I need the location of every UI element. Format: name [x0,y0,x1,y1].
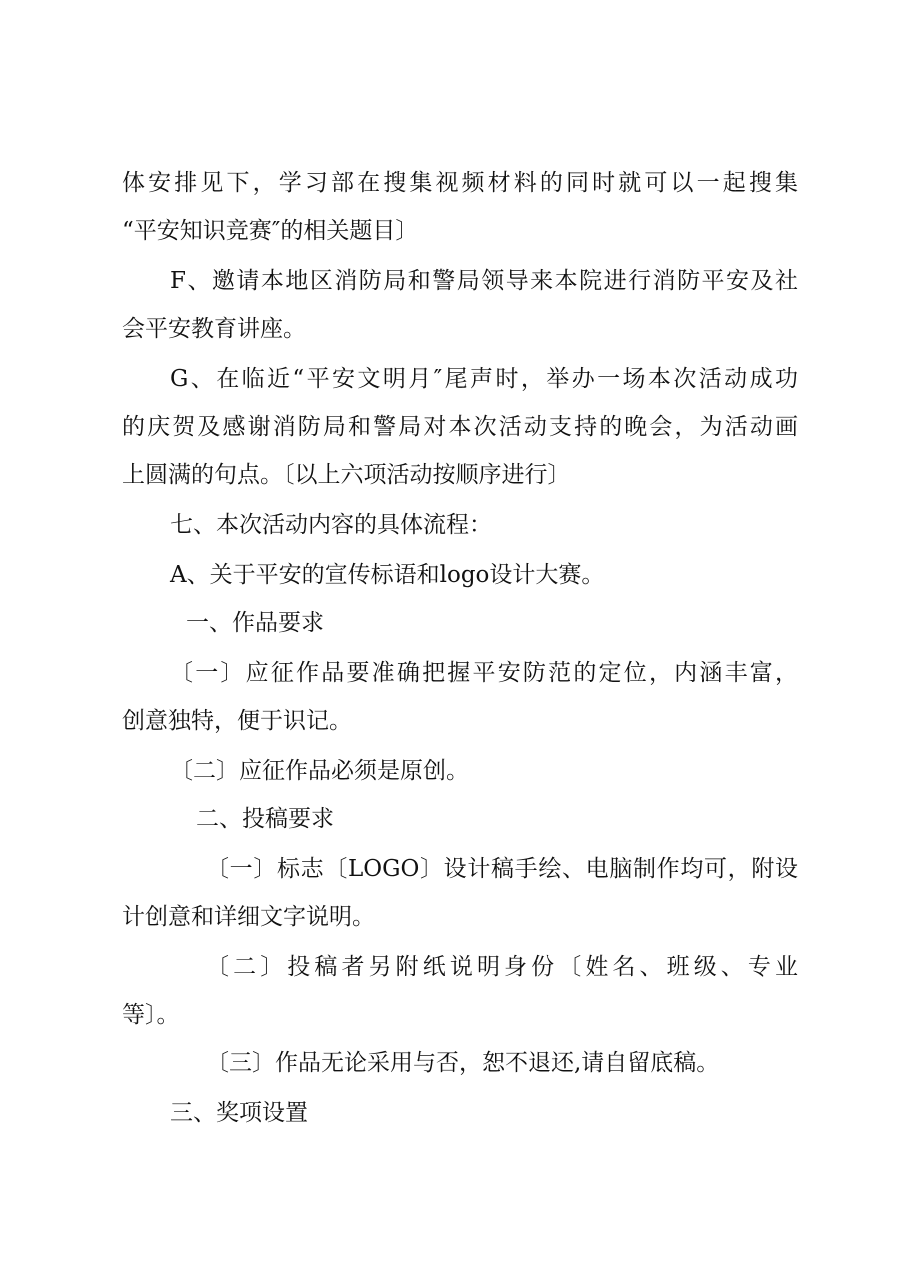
paragraph-line: “平安知识竞赛″的相关题目〕 [122,218,419,244]
paragraph-line: 〔二〕投稿者另附纸说明身份〔姓名、班级、专业 [206,954,798,980]
paragraph-line: G、在临近“平安文明月″尾声时，举办一场本次活动成功 [170,366,798,392]
subsection-heading: 三、奖项设置 [170,1100,308,1126]
subsection-heading: 一、作品要求 [186,610,324,636]
section-heading: 七、本次活动内容的具体流程： [170,512,492,538]
paragraph-line: F、邀请本地区消防局和警局领导来本院进行消防平安及社 [170,268,798,294]
paragraph-line: 计创意和详细文字说明。 [122,904,375,930]
paragraph-line: 〔一〕应征作品要准确把握平安防范的定位，内涵丰富， [170,660,798,686]
paragraph-line: 会平安教育讲座。 [122,316,306,342]
paragraph-line: 体安排见下，学习部在搜集视频材料的同时就可以一起搜集 [122,170,798,196]
paragraph-line: 的庆贺及感谢消防局和警局对本次活动支持的晚会，为活动画 [122,414,798,440]
paragraph-line: 〔一〕标志〔LOGO〕设计稿手绘、电脑制作均可，附设 [206,856,798,882]
paragraph-line: 上圆满的句点。〔以上六项活动按顺序进行〕 [122,462,571,488]
paragraph-line: 等〕。 [122,1002,180,1028]
paragraph-line: 〔二〕应征作品必须是原创。 [170,758,469,784]
paragraph-line: 创意独特，便于识记。 [122,708,352,734]
paragraph-line: 〔三〕作品无论采用与否，恕不退还,请自留底稿。 [206,1050,720,1076]
paragraph-line: A、关于平安的宣传标语和logo设计大赛。 [170,562,605,588]
subsection-heading: 二、投稿要求 [196,806,334,832]
